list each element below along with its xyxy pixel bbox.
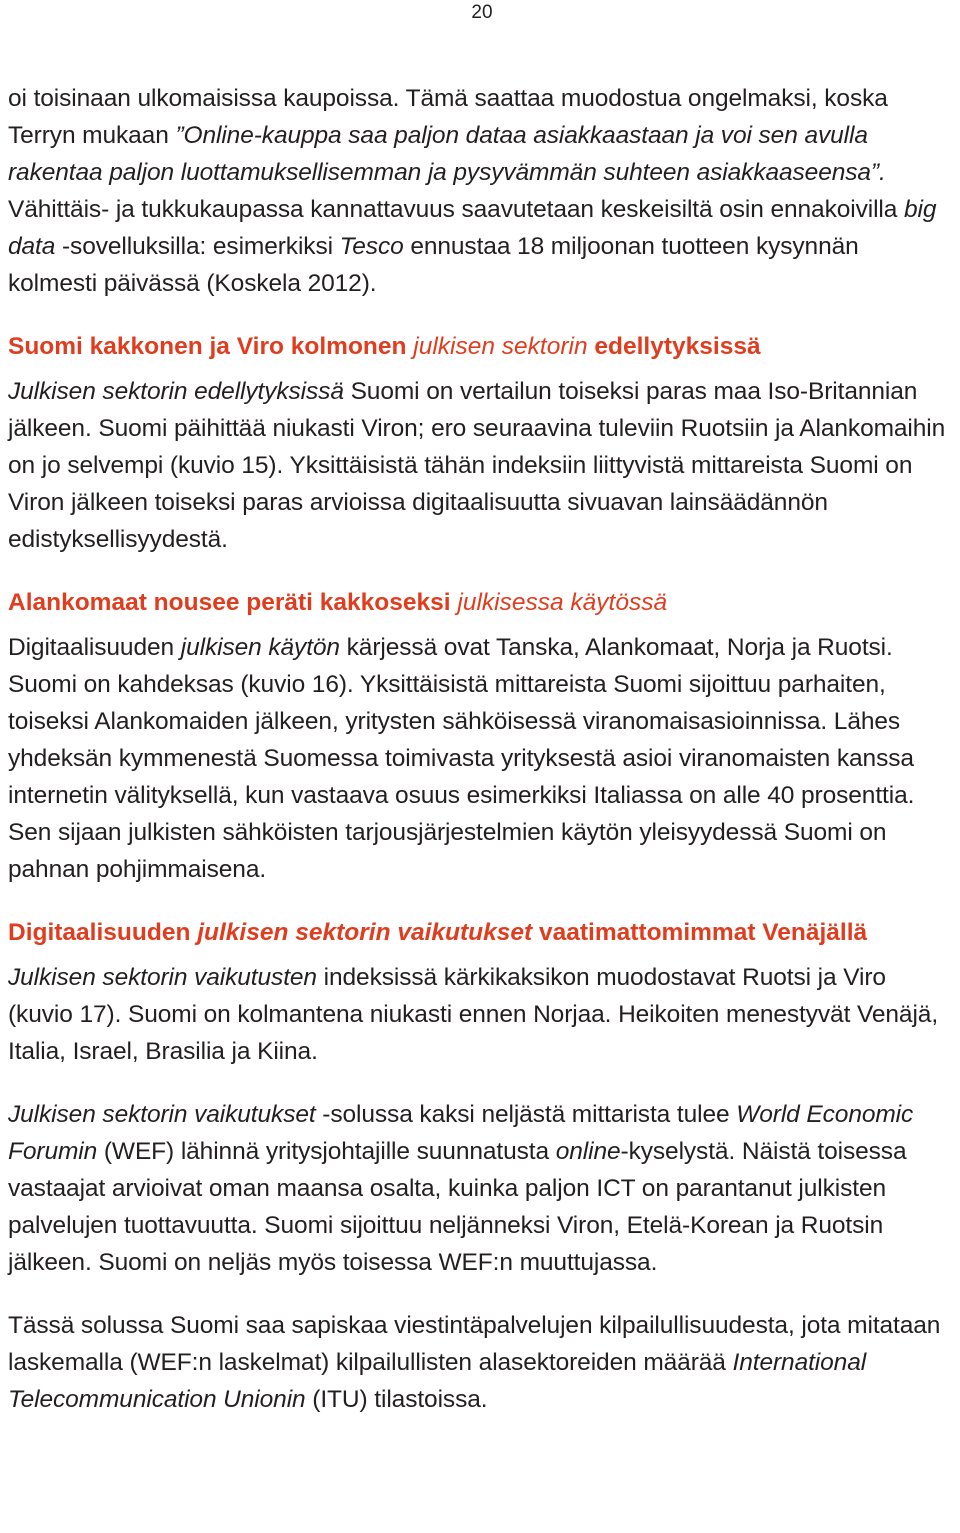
text: oi toisinaan ulkomaisissa kaupoissa. Tämä saattaa muodostua ongelmaksi, koska Terryn mukaan	[8, 85, 888, 149]
article-body	[8, 80, 952, 1418]
term: Julkisen sektorin vaikutukset	[8, 1101, 316, 1128]
text: -sovelluksilla: esimerkiksi	[55, 233, 340, 260]
paragraph-itu	[8, 1307, 952, 1418]
heading-text: Alankomaat nousee peräti kakkoseksi	[8, 589, 458, 616]
term: Julkisen sektorin edellytyksissä	[8, 378, 344, 405]
heading-text: vaatimattomimmat Venäjällä	[532, 919, 868, 946]
paragraph-intro	[8, 80, 952, 302]
text: (WEF) lähinnä yritysjohtajille suunnatusta	[97, 1138, 556, 1165]
term: Julkisen sektorin vaikutusten	[8, 964, 317, 991]
text: Tässä solussa Suomi saa sapiskaa viestintäpalvelujen kilpailullisuudesta, jota mitataan laskemalla (WEF:n laskelmat) kilpailullisten alasektoreiden määrää	[8, 1312, 941, 1376]
term-tesco: Tesco	[339, 233, 404, 260]
term-online: online	[555, 1138, 621, 1165]
term-big-data: big data	[8, 196, 937, 260]
paragraph-impacts	[8, 959, 952, 1070]
quote-text: ”Online-kauppa saa paljon dataa asiakkaastaan ja voi sen avulla rakentaa paljon luottamuksellisemman ja pysyvämmän suhteen asiakkaaseensa”.	[8, 122, 886, 186]
text: kärjessä ovat Tanska, Alankomaat, Norja ja Ruotsi. Suomi on kahdeksas (kuvio 16). Yksittäisistä mittareista Suomi sijoittuu parhaiten, toiseksi Alankomaiden jälkeen, yritysten sähköisessä viranomaisasioinnissa. Lähes yhdeksän kymmenestä Suomessa toimivasta yrityksestä asioi viranomaisten kanssa internetin välityksellä, kun vastaava osuus esimerkiksi Italiassa on alle 40 prosenttia. Sen sijaan julkisten sähköisten tarjousjärjestelmien käytön yleisyydessä Suomi on pahnan pohjimmaisena.	[8, 634, 915, 883]
text: Vähittäis- ja tukkukaupassa kannattavuus saavutetaan keskeisiltä osin ennakoivilla	[8, 196, 905, 223]
paragraph-prerequisites	[8, 373, 952, 558]
heading-text: edellytyksissä	[587, 333, 761, 360]
text: Digitaalisuuden	[8, 634, 181, 661]
text: -kyselystä. Näistä toisessa vastaajat arvioivat oman maansa osalta, kuinka paljon ICT on parantanut julkisten palvelujen tuottavuutta. Suomi sijoittuu neljänneksi Viron, Etelä-Korean ja Ruotsin jälkeen. Suomi on neljäs myös toisessa WEF:n muuttujassa.	[8, 1138, 907, 1276]
paragraph-wef	[8, 1096, 952, 1281]
heading-italic-text: julkisen sektorin	[413, 333, 588, 360]
heading-text: Suomi kakkonen ja Viro kolmonen	[8, 333, 414, 360]
section-heading-public-sector-prerequisites	[8, 328, 952, 365]
text: Suomi on vertailun toiseksi paras maa Iso-Britannian jälkeen. Suomi päihittää niukasti Viron; ero seuraavina tuleviin Ruotsiin ja Alankomaihin on jo selvempi (kuvio 15). Yksittäisistä tähän indeksiin liittyvistä mittareista Suomi on Viron jälkeen toiseksi paras arvioissa digitaalisuutta sivuavan lainsäädännön edistyksellisyydestä.	[8, 378, 946, 553]
heading-italic-text: julkisessa käytössä	[457, 589, 668, 616]
text: ennustaa 18 miljoonan tuotteen kysynnän kolmesti päivässä (Koskela 2012).	[8, 233, 859, 297]
text: (ITU) tilastoissa.	[305, 1386, 488, 1413]
paragraph-public-use	[8, 629, 952, 888]
section-heading-public-sector-impacts	[8, 914, 952, 951]
term-itu: International Telecommunication Unionin	[8, 1349, 867, 1413]
text: indeksissä kärkikaksikon muodostavat Ruotsi ja Viro (kuvio 17). Suomi on kolmantena niukasti ennen Norjaa. Heikoiten menestyvät Venäjä, Italia, Israel, Brasilia ja Kiina.	[8, 964, 939, 1065]
heading-text: Digitaalisuuden	[8, 919, 198, 946]
term: julkisen käytön	[180, 634, 340, 661]
heading-italic-text: julkisen sektorin vaikutukset	[197, 919, 533, 946]
section-heading-public-use	[8, 584, 952, 621]
page-number: 20	[471, 2, 493, 23]
term-wef: World Economic Forumin	[8, 1101, 914, 1165]
text: -solussa kaksi neljästä mittarista tulee	[315, 1101, 737, 1128]
